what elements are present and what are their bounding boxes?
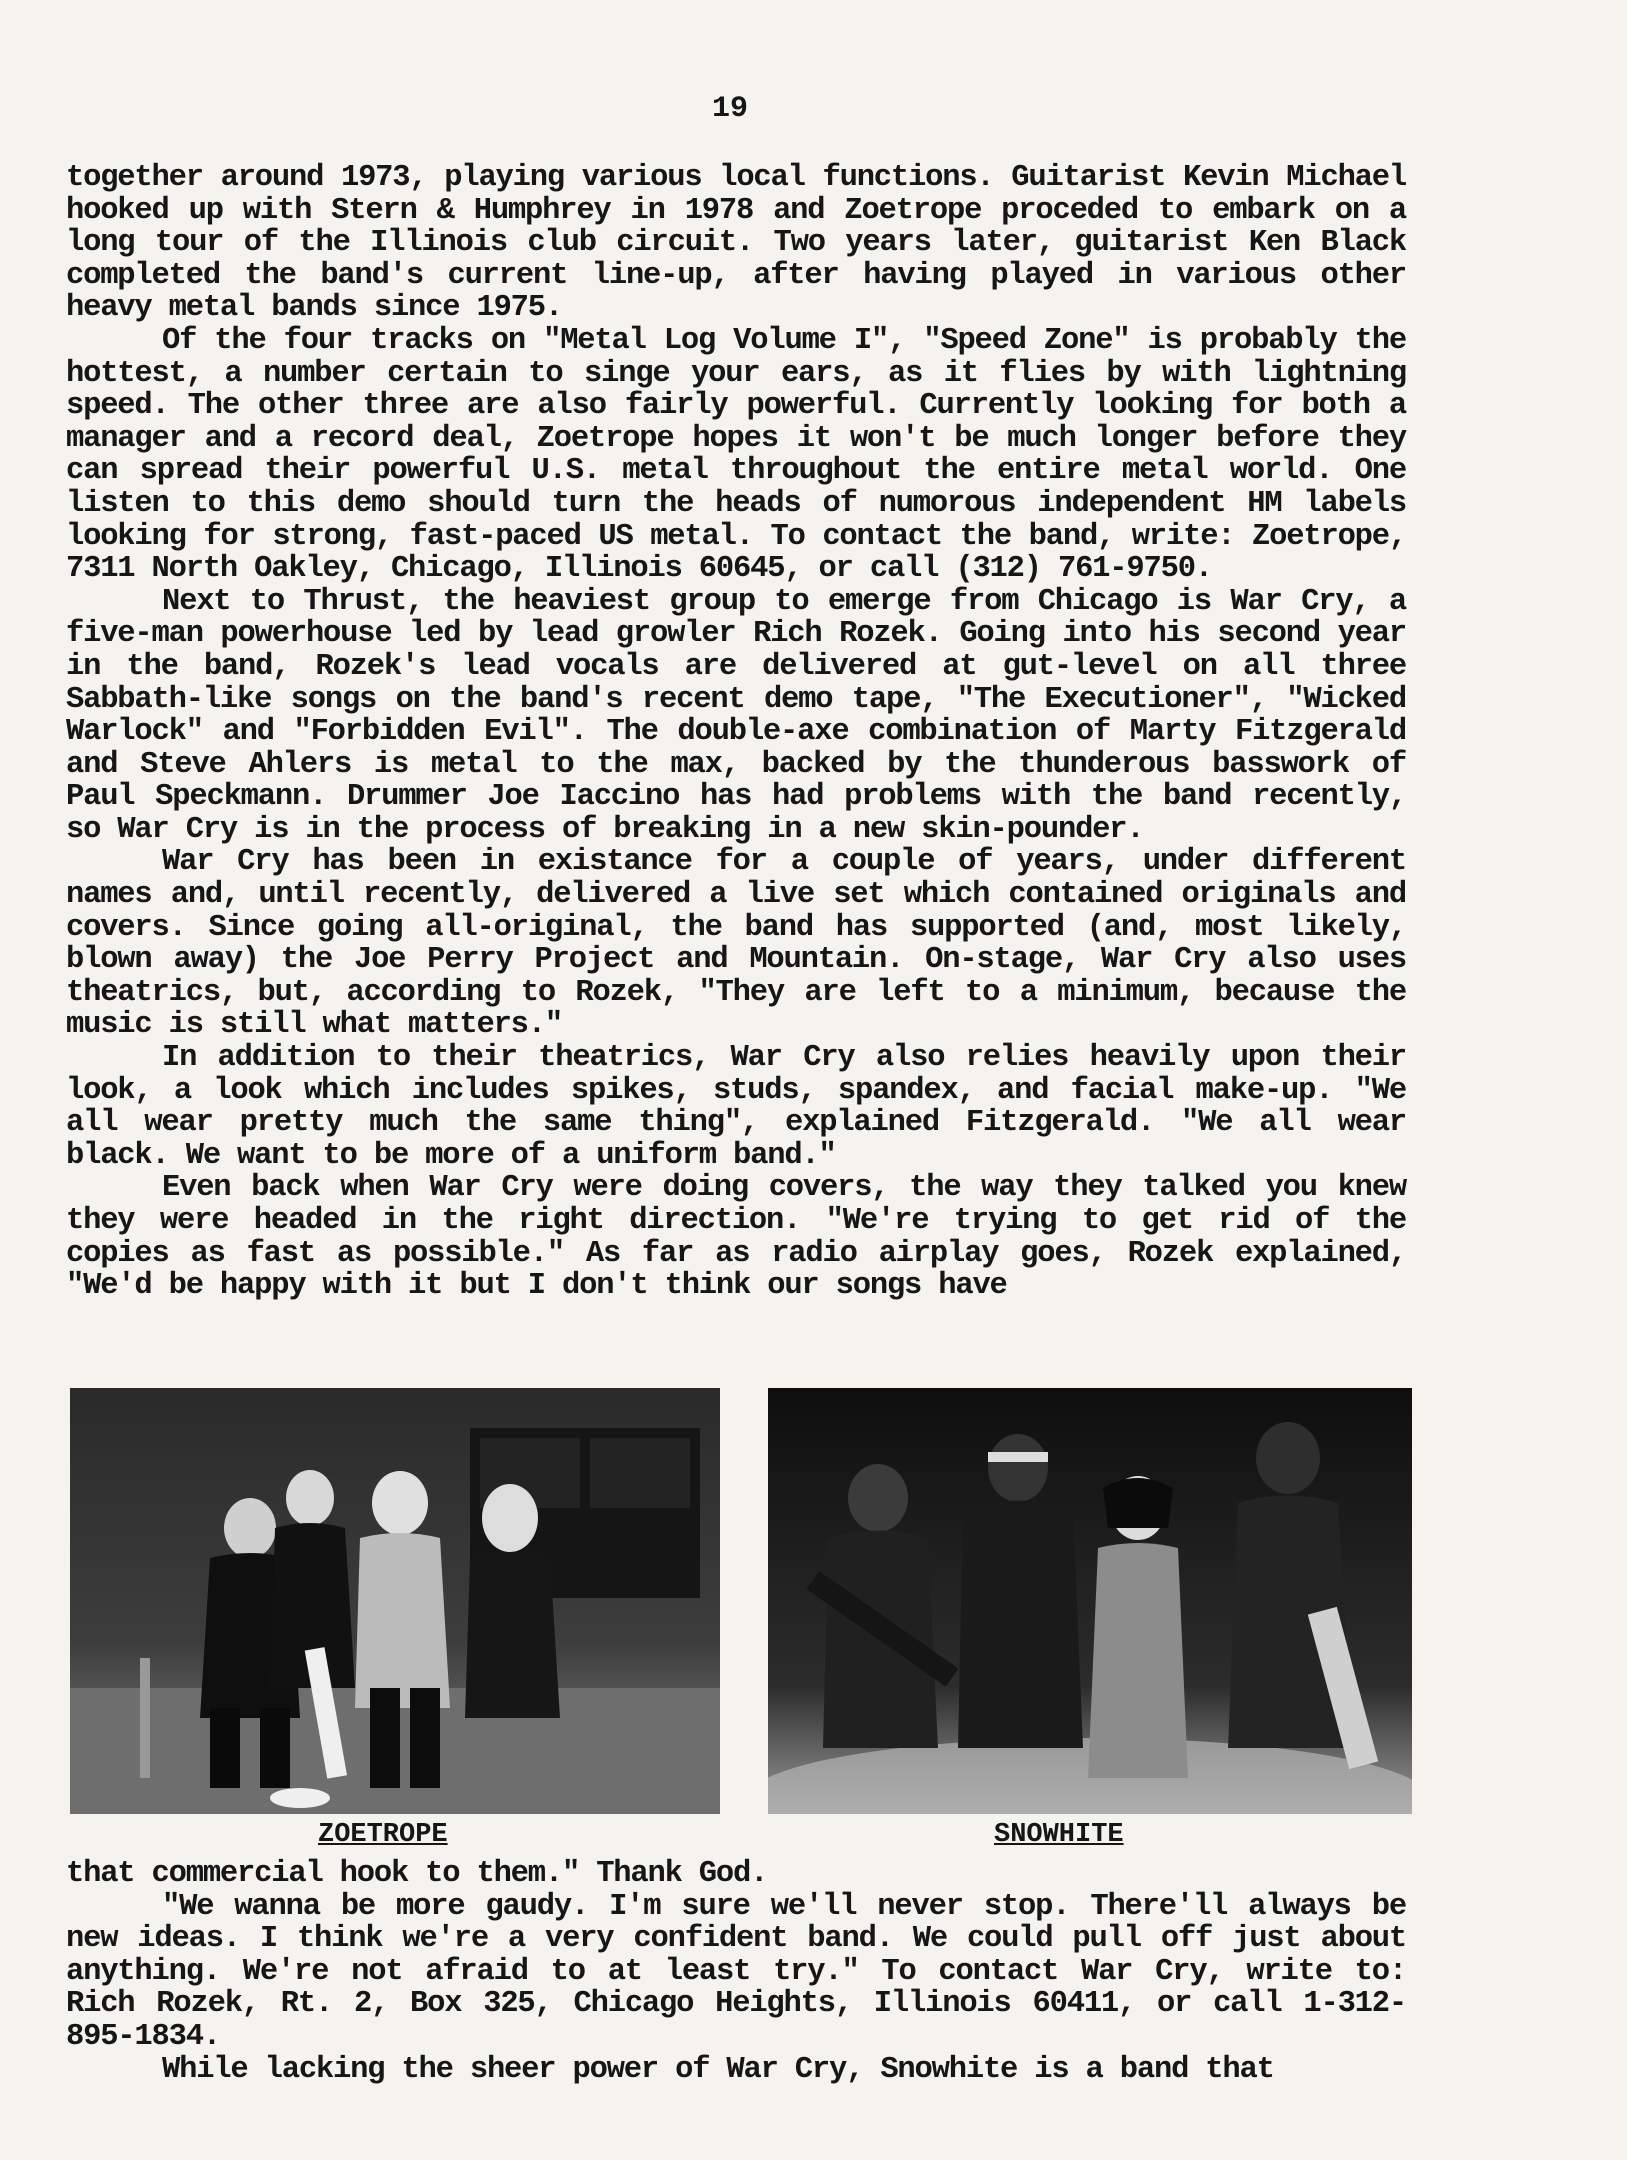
paragraph: "We wanna be more gaudy. I'm sure we'll never stop. There'll always be new ideas. I think we're a very confident band. We could pull off just about anything. We're not afraid to at least try." To contact War Cry, write to: Rich Rozek, Rt. 2, Box 325, Chicago Heights, Illinois 60411, or call 1-312-895-1834.	[66, 1889, 1406, 2054]
paragraph: Next to Thrust, the heaviest group to emerge from Chicago is War Cry, a five-man powerhouse led by lead growler Rich Rozek. Going into his second year in the band, Rozek's lead vocals are delivered at gut-level on all three Sabbath-like songs on the band's recent demo tape, "The Executioner", "Wicked Warlock" and "Forbidden Evil". The double-axe combination of Marty Fitzgerald and Steve Ahlers is metal to the max, backed by the thunderous basswork of Paul Speckmann. Drummer Joe Iaccino has had problems with the band recently, so War Cry is in the process of breaking in a new skin-pounder.	[66, 584, 1406, 847]
photo-caption-left: ZOETROPE	[318, 1820, 448, 1850]
paragraph: While lacking the sheer power of War Cry, Snowhite is a band that	[162, 2052, 1274, 2087]
page-number: 19	[711, 92, 748, 126]
paragraph: Of the four tracks on "Metal Log Volume I", "Speed Zone" is probably the hottest, a number certain to singe your ears, as it flies by with lightning speed. The other three are also fairly powerful. Currently looking for both a manager and a record deal, Zoetrope hopes it won't be much longer before they can spread their powerful U.S. metal throughout the entire metal world. One listen to this demo should turn the heads of numorous independent HM labels looking for strong, fast-paced US metal. To contact the band, write: Zoetrope, 7311 North Oakley, Chicago, Illinois 60645, or call (312) 761-9750.	[66, 323, 1406, 587]
paragraph: that commercial hook to them." Thank God.	[66, 1857, 768, 1891]
paragraph: War Cry has been in existance for a couple of years, under different names and, until recently, delivered a live set which contained originals and covers. Since going all-original, the band has supported (and, most likely, blown away) the Joe Perry Project and Mountain. On-stage, War Cry also uses theatrics, but, according to Rozek, "They are left to a minimum, because the music is still what matters."	[66, 845, 1406, 1043]
snowhite-band-photo	[768, 1388, 1412, 1814]
paragraph: Even back when War Cry were doing covers, the way they talked you knew they were headed in the right direction. "We're trying to get rid of the copies as fast as possible." As far as radio airplay goes, Rozek explained, "We'd be happy with it but I don't think our songs have	[66, 1171, 1406, 1304]
article-body-top	[66, 162, 1406, 1303]
zoetrope-band-photo	[70, 1388, 720, 1814]
paragraph: together around 1973, playing various local functions. Guitarist Kevin Michael hooked up with Stern & Humphrey in 1978 and Zoetrope proceded to embark on a long tour of the Illinois club circuit. Two years later, guitarist Ken Black completed the band's current line-up, after having played in various other heavy metal bands since 1975.	[66, 161, 1406, 326]
article-body-bottom	[66, 1858, 1406, 2086]
band-photo-illustration	[70, 1388, 720, 1814]
paragraph: In addition to their theatrics, War Cry also relies heavily upon their look, a look which includes spikes, studs, spandex, and facial make-up. "We all wear pretty much the same thing", explained Fitzgerald. "We all wear black. We want to be more of a uniform band."	[66, 1041, 1406, 1173]
band-photo-illustration	[768, 1388, 1412, 1814]
photo-caption-right: SNOWHITE	[994, 1820, 1124, 1850]
